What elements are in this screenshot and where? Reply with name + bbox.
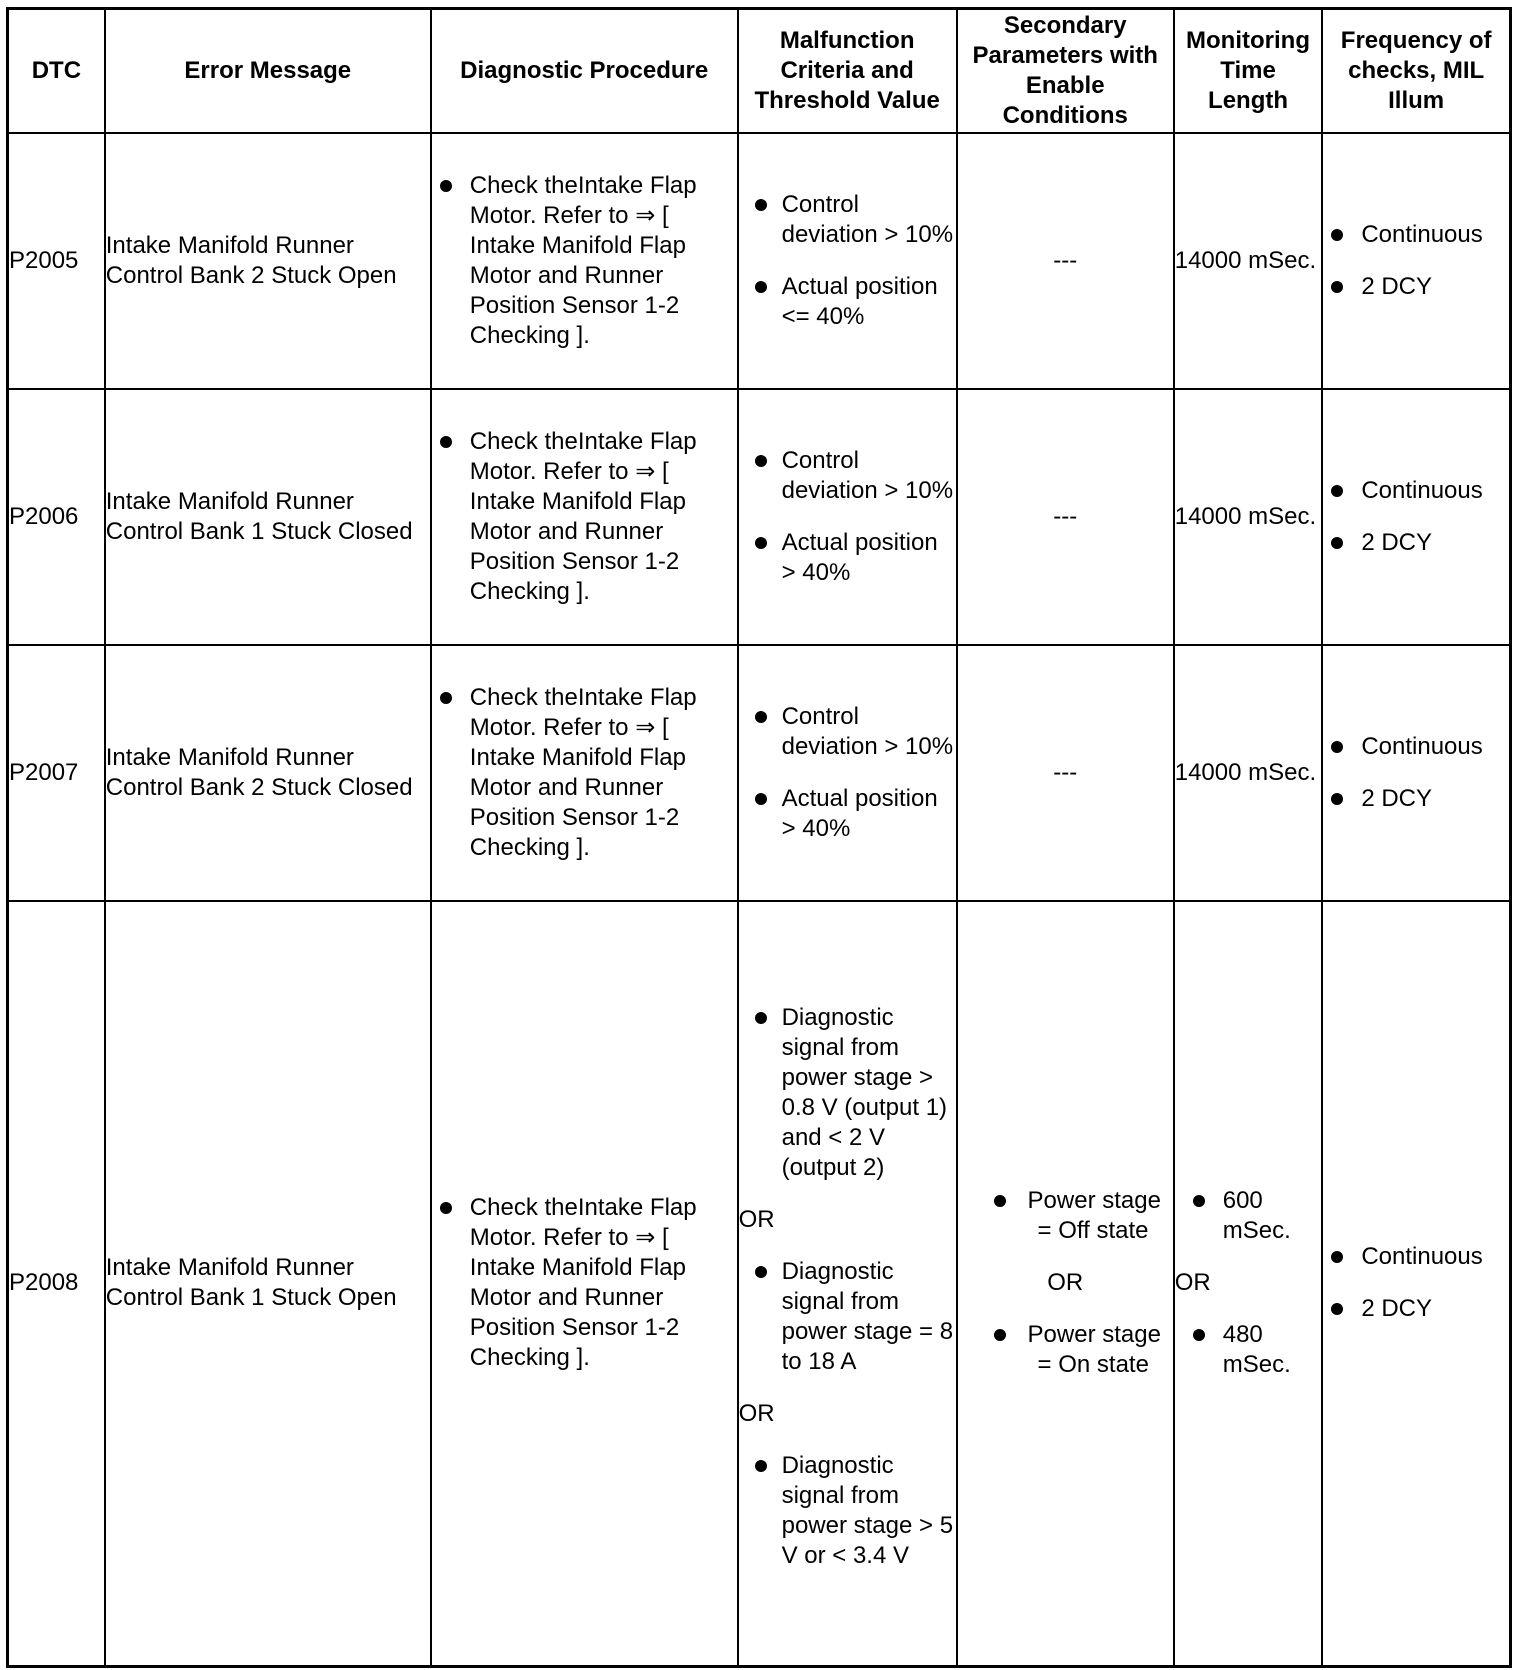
header-frequency: Frequency of checks, MIL Illum [1322, 9, 1510, 133]
monitoring-time: 14000 mSec. [1174, 133, 1323, 389]
diagnostic-procedure [431, 133, 738, 389]
secondary-parameters [957, 901, 1174, 1667]
table-row [8, 389, 1511, 645]
monitoring-time [1174, 901, 1323, 1667]
monitoring-time: 14000 mSec. [1174, 645, 1323, 901]
frequency-item: 2 DCY [1323, 272, 1509, 302]
monitoring-time: 14000 mSec. [1174, 389, 1323, 645]
header-diagnostic-procedure: Diagnostic Procedure [431, 9, 738, 133]
frequency [1322, 901, 1510, 1667]
error-message: Intake Manifold Runner Control Bank 1 Stuck Closed [105, 389, 431, 645]
monitoring-list [1175, 1186, 1322, 1380]
frequency [1322, 133, 1510, 389]
header-dtc: DTC [8, 9, 105, 133]
secondary-or: OR [1047, 1269, 1084, 1297]
error-message: Intake Manifold Runner Control Bank 2 Stuck Open [105, 133, 431, 389]
frequency-item: 2 DCY [1323, 1294, 1509, 1324]
frequency-item: Continuous [1323, 1242, 1509, 1272]
malfunction-criteria [738, 133, 957, 389]
frequency-item: 2 DCY [1323, 528, 1509, 558]
table-row [8, 645, 1511, 901]
header-monitoring-time: Monitoring Time Length [1174, 9, 1323, 133]
frequency-item: Continuous [1323, 732, 1509, 762]
secondary-item-value: = On state [1037, 1351, 1149, 1379]
criteria-item: Control deviation > 10% [739, 446, 956, 506]
header-secondary-parameters: Secondary Parameters with Enable Conditions [957, 9, 1174, 133]
malfunction-criteria [738, 645, 957, 901]
diagnostic-procedure [431, 645, 738, 901]
procedure-item: Check theIntake Flap Motor. Refer to ⇒ [ Intake Manifold Flap Motor and Runner Position Sensor 1-2 Checking ]. [432, 171, 737, 351]
secondary-item: Power stage [970, 1320, 1161, 1350]
diagnostic-procedure [431, 389, 738, 645]
secondary-item-value: = Off state [1037, 1217, 1149, 1245]
frequency [1322, 389, 1510, 645]
criteria-item: Control deviation > 10% [739, 702, 956, 762]
dtc-code: P2007 [8, 645, 105, 901]
secondary-list [970, 1186, 1161, 1380]
error-message: Intake Manifold Runner Control Bank 1 Stuck Open [105, 901, 431, 1667]
criteria-item: Diagnostic signal from power stage = 8 to 18 A [739, 1257, 956, 1377]
error-message: Intake Manifold Runner Control Bank 2 Stuck Closed [105, 645, 431, 901]
header-row [8, 9, 1511, 133]
frequency-item: Continuous [1323, 476, 1509, 506]
dtc-code: P2005 [8, 133, 105, 389]
criteria-or: OR [738, 1400, 775, 1428]
frequency-item: Continuous [1323, 220, 1509, 250]
frequency [1322, 645, 1510, 901]
dtc-code: P2008 [8, 901, 105, 1667]
table-row [8, 133, 1511, 389]
procedure-item: Check theIntake Flap Motor. Refer to ⇒ [ Intake Manifold Flap Motor and Runner Position Sensor 1-2 Checking ]. [432, 427, 737, 607]
criteria-item: Diagnostic signal from power stage > 0.8 V (output 1) and < 2 V (output 2) [739, 1003, 956, 1183]
monitoring-or: OR [1174, 1269, 1211, 1297]
criteria-item: Control deviation > 10% [739, 190, 956, 250]
secondary-parameters: --- [957, 133, 1174, 389]
procedure-item: Check theIntake Flap Motor. Refer to ⇒ [ Intake Manifold Flap Motor and Runner Position Sensor 1-2 Checking ]. [432, 683, 737, 863]
secondary-item: Power stage [970, 1186, 1161, 1216]
dtc-code: P2006 [8, 389, 105, 645]
malfunction-criteria [738, 389, 957, 645]
monitoring-item: 600 mSec. [1175, 1186, 1322, 1246]
criteria-or: OR [738, 1206, 775, 1234]
criteria-item: Actual position > 40% [739, 528, 956, 588]
malfunction-criteria [738, 901, 957, 1667]
dtc-table [6, 7, 1512, 1668]
table-row [8, 901, 1511, 1667]
procedure-item: Check theIntake Flap Motor. Refer to ⇒ [ Intake Manifold Flap Motor and Runner Position Sensor 1-2 Checking ]. [432, 1193, 737, 1373]
criteria-item: Actual position <= 40% [739, 272, 956, 332]
criteria-item: Diagnostic signal from power stage > 5 V or < 3.4 V [739, 1451, 956, 1571]
header-error-message: Error Message [105, 9, 431, 133]
monitoring-item: 480 mSec. [1175, 1320, 1322, 1380]
frequency-item: 2 DCY [1323, 784, 1509, 814]
diagnostic-procedure [431, 901, 738, 1667]
header-malfunction-criteria: Malfunction Criteria and Threshold Value [738, 9, 957, 133]
secondary-parameters: --- [957, 645, 1174, 901]
secondary-parameters: --- [957, 389, 1174, 645]
criteria-item: Actual position > 40% [739, 784, 956, 844]
